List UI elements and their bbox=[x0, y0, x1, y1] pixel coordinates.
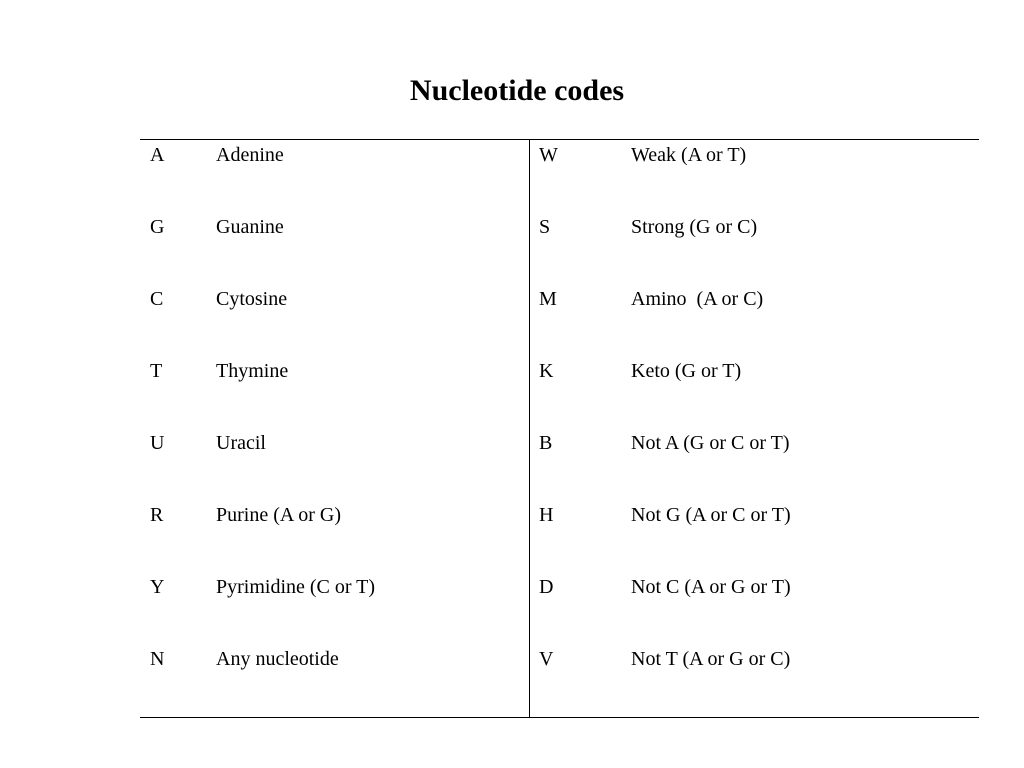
nucleotide-name: Not A (G or C or T) bbox=[631, 432, 790, 454]
nucleotide-name: Adenine bbox=[216, 144, 284, 166]
nucleotide-code: G bbox=[150, 216, 165, 238]
table-right-column bbox=[530, 140, 979, 717]
table-left-column bbox=[140, 140, 529, 717]
nucleotide-name: Weak (A or T) bbox=[631, 144, 747, 166]
nucleotide-name: Thymine bbox=[216, 360, 289, 382]
nucleotide-name: Keto (G or T) bbox=[631, 360, 742, 382]
nucleotide-table bbox=[140, 139, 979, 718]
nucleotide-name: Cytosine bbox=[216, 288, 288, 310]
nucleotide-code: D bbox=[539, 576, 554, 598]
nucleotide-code: B bbox=[539, 432, 553, 454]
nucleotide-code: C bbox=[150, 288, 164, 310]
nucleotide-code: S bbox=[539, 216, 551, 238]
nucleotide-name: Strong (G or C) bbox=[631, 216, 758, 238]
nucleotide-name: Uracil bbox=[216, 432, 266, 454]
nucleotide-code: U bbox=[150, 432, 165, 454]
nucleotide-code: T bbox=[150, 360, 163, 382]
nucleotide-name: Not G (A or C or T) bbox=[631, 504, 791, 526]
nucleotide-code: M bbox=[539, 288, 557, 310]
nucleotide-code: Y bbox=[150, 576, 165, 598]
nucleotide-code: K bbox=[539, 360, 554, 382]
nucleotide-name: Not C (A or G or T) bbox=[631, 576, 791, 598]
nucleotide-name: Pyrimidine (C or T) bbox=[216, 576, 376, 598]
nucleotide-name: Any nucleotide bbox=[216, 648, 339, 670]
nucleotide-code: V bbox=[539, 648, 554, 670]
nucleotide-code: N bbox=[150, 648, 165, 670]
nucleotide-name: Not T (A or G or C) bbox=[631, 648, 791, 670]
nucleotide-code: W bbox=[539, 144, 558, 166]
nucleotide-code: H bbox=[539, 504, 554, 526]
nucleotide-code: A bbox=[150, 144, 165, 166]
nucleotide-name: Purine (A or G) bbox=[216, 504, 341, 526]
nucleotide-name: Guanine bbox=[216, 216, 284, 238]
nucleotide-name: Amino (A or C) bbox=[631, 288, 764, 310]
page-title: Nucleotide codes bbox=[409, 74, 625, 107]
nucleotide-code: R bbox=[150, 504, 164, 526]
